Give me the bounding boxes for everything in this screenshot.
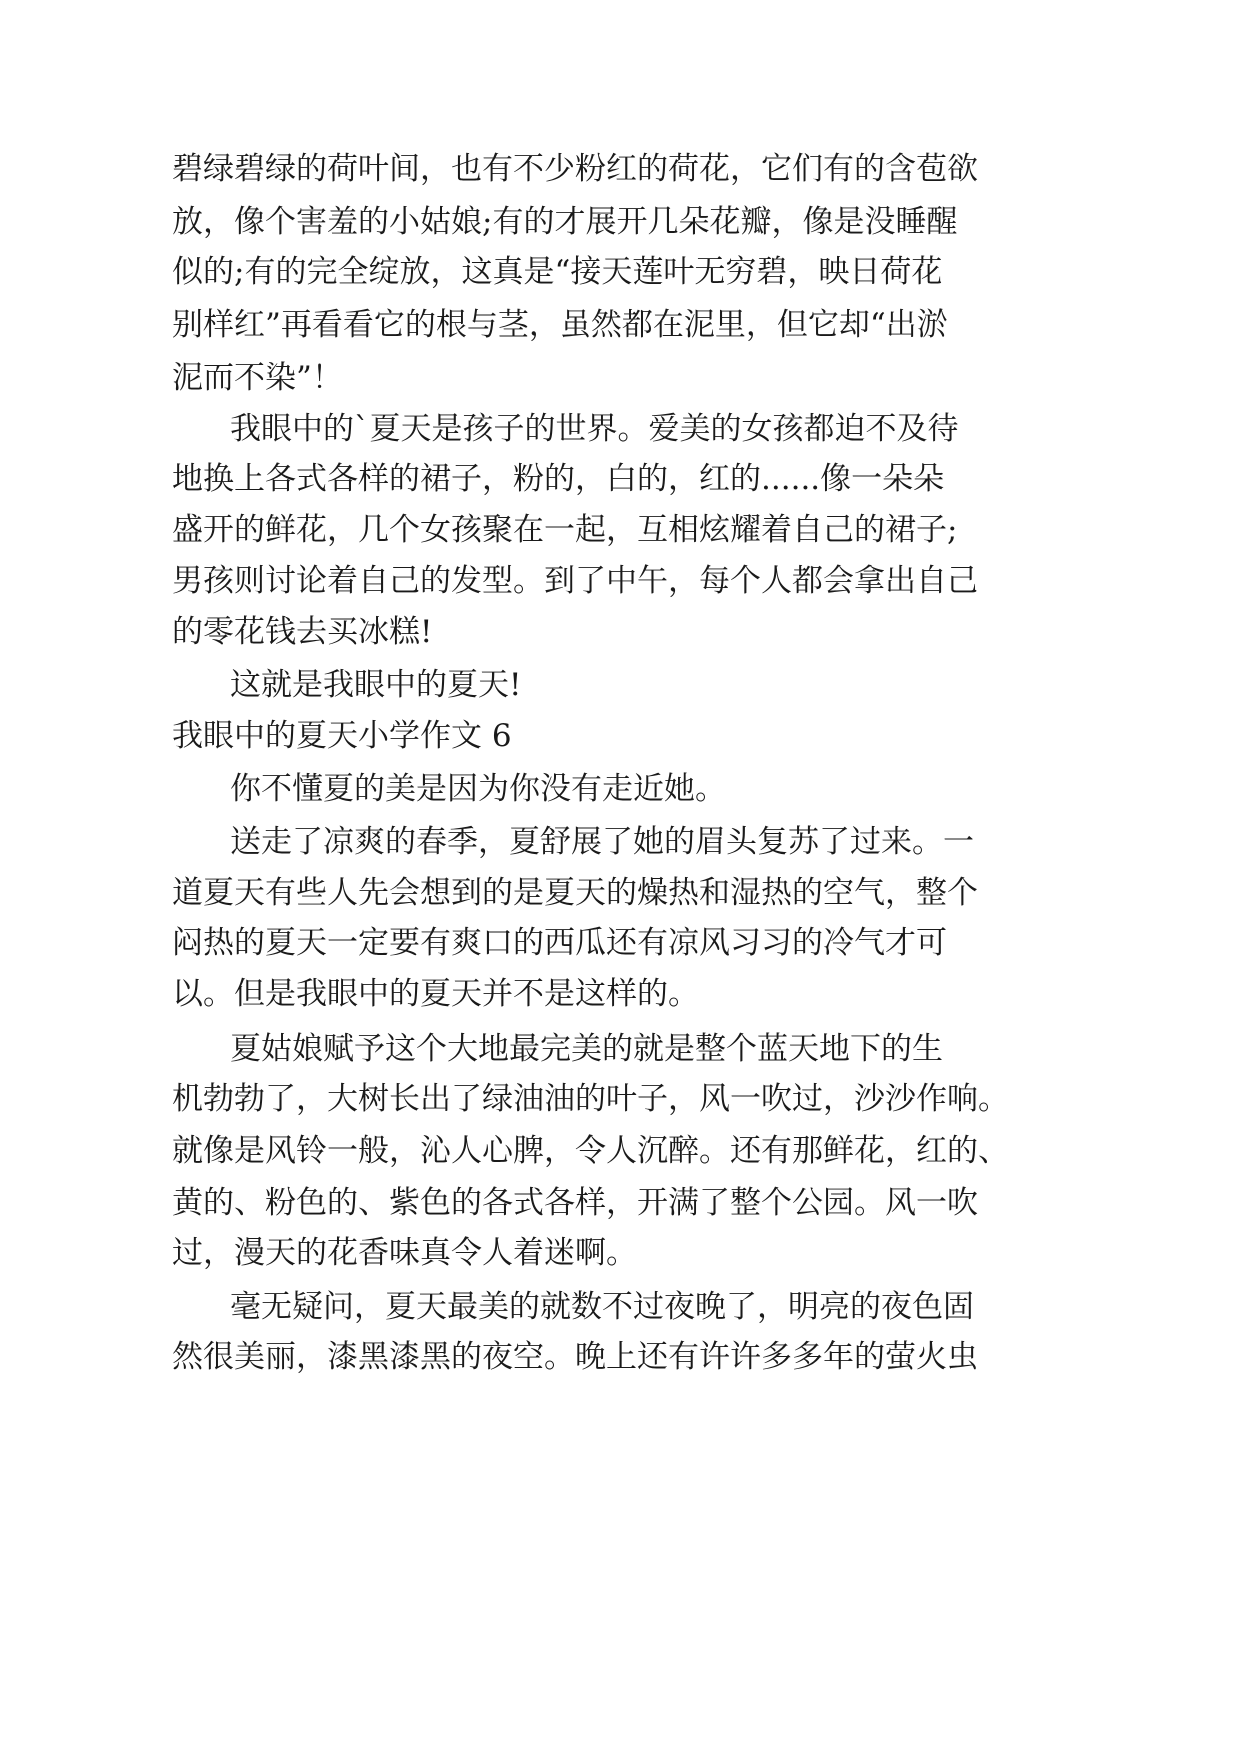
- text-line: 就 像 是 风 铃 一 般 ， 沁 人 心 脾 ， 令 人 沉 醉 。 还 有 那 鲜 花 ， 红 的 、: [172, 1133, 1009, 1169]
- text-line: 黄 的 、 粉 色 的 、 紫 色 的 各 式 各 样 ， 开 满 了 整 个 公 园 。 风 一 吹: [172, 1185, 978, 1221]
- text-line: 以。但是我眼中的夏天并不是这样的。: [172, 976, 699, 1012]
- text-line: 盛 开 的 鲜 花 ， 几 个 女 孩 聚 在 一 起 ， 互 相 炫 耀 着 自 己 的 裙 子 ;: [172, 512, 958, 548]
- section-heading: 我眼中的夏天小学作文 6: [172, 718, 512, 754]
- text-line: 然 很 美 丽 ， 漆 黑 漆 黑 的 夜 空 。 晚 上 还 有 许 许 多 多 年 的 萤 火 虫: [172, 1339, 978, 1375]
- text-line: 过，漫天的花香味真令人着迷啊。: [172, 1235, 637, 1271]
- text-line: 碧 绿 碧 绿 的 荷 叶 间 ， 也 有 不 少 粉 红 的 荷 花 ， 它 们 有 的 含 苞 欲: [172, 151, 978, 187]
- text-line: 放 ， 像 个 害 羞 的 小 姑 娘 ; 有 的 才 展 开 几 朵 花 瓣 ， 像 是 没 睡 醒: [172, 204, 958, 240]
- paragraph-first-line: 夏 姑 娘 赋 予 这 个 大 地 最 完 美 的 就 是 整 个 蓝 天 地 下 的 生: [230, 1031, 943, 1067]
- paragraph-first-line: 这就是我眼中的夏天!: [230, 667, 522, 703]
- text-line: 地 换 上 各 式 各 样 的 裙 子 ， 粉 的 ， 白 的 ， 红 的 . . . . . . 像 一 朵 朵: [172, 461, 945, 497]
- text-line: 似 的 ; 有 的 完 全 绽 放 ， 这 真 是 “ 接 天 莲 叶 无 穷 碧 ， 映 日 荷 花: [172, 254, 943, 290]
- paragraph-first-line: 送 走 了 凉 爽 的 春 季 ， 夏 舒 展 了 她 的 眉 头 复 苏 了 过 来 。 一: [230, 824, 974, 860]
- text-line: 别 样 红 ” 再 看 看 它 的 根 与 茎 ， 虽 然 都 在 泥 里 ， 但 它 却 “ 出 淤: [172, 307, 948, 343]
- text-line: 的零花钱去买冰糕!: [172, 614, 433, 650]
- paragraph-first-line: 你不懂夏的美是因为你没有走近她。: [230, 771, 726, 807]
- text-line: 闷 热 的 夏 天 一 定 要 有 爽 口 的 西 瓜 还 有 凉 风 习 习 的 冷 气 才 可: [172, 925, 947, 961]
- paragraph-first-line: 毫 无 疑 问 ， 夏 天 最 美 的 就 数 不 过 夜 晚 了 ， 明 亮 的 夜 色 固: [230, 1289, 974, 1325]
- text-line: 男 孩 则 讨 论 着 自 己 的 发 型 。 到 了 中 午 ， 每 个 人 都 会 拿 出 自 己: [172, 563, 978, 599]
- paragraph-first-line: 我 眼 中 的 ` 夏 天 是 孩 子 的 世 界 。 爱 美 的 女 孩 都 迫 不 及 待: [230, 411, 959, 447]
- text-line: 泥而不染”！: [172, 360, 343, 396]
- text-line: 道 夏 天 有 些 人 先 会 想 到 的 是 夏 天 的 燥 热 和 湿 热 的 空 气 ， 整 个: [172, 875, 978, 911]
- text-line: 机 勃 勃 了 ， 大 树 长 出 了 绿 油 油 的 叶 子 ， 风 一 吹 过 ， 沙 沙 作 响 。: [172, 1081, 1009, 1117]
